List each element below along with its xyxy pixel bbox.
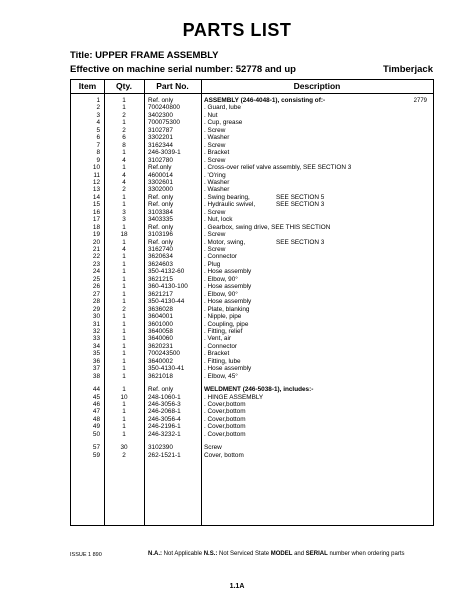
item-number: 10 <box>92 164 100 172</box>
quantity: 18 <box>120 231 128 239</box>
part-number: 248-1060-1 <box>148 393 181 401</box>
description: . HINGE ASSEMBLY <box>204 393 264 401</box>
description: . Guard, lube <box>204 104 241 112</box>
item-number: 11 <box>93 171 100 179</box>
description: . 'O'ring <box>204 171 226 179</box>
ns-abbreviation: N.S.: <box>203 551 218 557</box>
part-number: 3162740 <box>148 246 173 253</box>
part-number: 246-2196-1 <box>148 423 181 431</box>
description: . Cross-over relief valve assembly, SEE SECTION 3 <box>204 164 352 172</box>
item-number: 18 <box>92 223 100 231</box>
item-number: 22 <box>92 253 100 261</box>
quantity: 4 <box>122 178 126 186</box>
quantity: 30 <box>120 444 128 452</box>
assembly-title: Title: UPPER FRAME ASSEMBLY <box>70 50 219 61</box>
description: . Hose assembly <box>204 365 252 373</box>
description: . Elbow, 45° <box>204 372 238 380</box>
item-number: 36 <box>92 357 100 365</box>
section-reference: SEE SECTION 5 <box>276 193 325 201</box>
quantity: 1 <box>122 193 126 201</box>
description: . Fitting, relief <box>204 327 243 335</box>
effective-serial-line: Effective on machine serial number: 52778 and up <box>70 64 296 75</box>
description: . Cover,bottom <box>204 430 246 438</box>
quantity: 10 <box>120 393 128 401</box>
quantity: 1 <box>122 401 126 408</box>
quantity: 1 <box>122 104 126 112</box>
quantity: 1 <box>122 313 126 321</box>
footer-notes <box>148 551 405 557</box>
item-number: 34 <box>92 342 100 350</box>
quantity: 1 <box>122 164 126 172</box>
item-number: 8 <box>96 149 100 157</box>
description: ASSEMBLY (246-4048-1), consisting of:- <box>204 97 326 104</box>
item-number: 31 <box>92 320 100 328</box>
na-text: Not Applicable <box>162 551 204 557</box>
item-number: 35 <box>92 350 100 358</box>
part-number: 3621018 <box>148 372 173 380</box>
column-header-description: Description <box>293 81 341 91</box>
quantity: 1 <box>122 320 126 328</box>
part-number: 360-4130-100 <box>148 283 188 291</box>
item-number: 17 <box>92 216 100 224</box>
quantity: 1 <box>122 327 126 335</box>
column-header-qty: Qty. <box>116 81 132 91</box>
description: . Nipple, pipe <box>204 313 242 321</box>
part-number: 3604001 <box>148 313 173 321</box>
description: . Nut, lock <box>204 216 233 224</box>
section-reference: SEE SECTION 3 <box>276 201 325 209</box>
quantity: 4 <box>122 246 126 253</box>
part-number: 350-4130-41 <box>148 365 185 373</box>
description: Screw <box>204 444 222 452</box>
quantity: 3 <box>122 216 126 224</box>
item-number: 50 <box>92 430 100 438</box>
ordering-note: number when ordering parts <box>327 551 405 557</box>
item-number: 44 <box>92 386 100 394</box>
description: . Screw <box>204 231 226 239</box>
item-number: 13 <box>92 186 100 194</box>
part-number: 700243500 <box>148 350 180 358</box>
part-number: 3402300 <box>148 111 173 119</box>
quantity: 3 <box>122 208 126 216</box>
description: WELDMENT (246-5038-1), includes:- <box>204 386 314 394</box>
page-number: 1.1A <box>229 583 245 590</box>
part-number: 246-3056-3 <box>148 401 181 408</box>
description: . Coupling, pipe <box>204 320 249 328</box>
quantity: 1 <box>122 97 126 104</box>
quantity: 1 <box>122 350 126 358</box>
quantity: 1 <box>122 201 126 209</box>
description: . Bracket <box>204 350 230 358</box>
item-number: 19 <box>92 231 100 239</box>
description: . Washer <box>204 186 230 194</box>
description: . Plug <box>204 260 221 268</box>
quantity: 1 <box>122 335 126 343</box>
description: . Gearbox, swing drive, SEE THIS SECTION <box>204 223 331 231</box>
quantity: 2 <box>122 186 126 194</box>
quantity: 1 <box>122 260 126 268</box>
part-number: 4600014 <box>148 171 173 179</box>
item-number: 16 <box>92 208 100 216</box>
parts-table <box>70 79 434 526</box>
page-title: PARTS LIST <box>182 20 292 40</box>
model-word: MODEL <box>270 551 293 557</box>
item-number: 59 <box>92 451 100 459</box>
item-number: 32 <box>92 327 100 335</box>
quantity: 2 <box>122 126 126 134</box>
part-number: 3102787 <box>148 126 173 134</box>
description: . Connector <box>204 253 238 261</box>
part-number: 3640058 <box>148 327 173 335</box>
item-number: 57 <box>92 444 100 452</box>
item-number: 23 <box>92 260 100 268</box>
part-number: 246-3056-4 <box>148 415 181 423</box>
quantity: 4 <box>122 171 126 179</box>
item-number: 21 <box>92 246 100 253</box>
description: . Cover,bottom <box>204 401 246 408</box>
quantity: 1 <box>122 430 126 438</box>
part-number: Ref. only <box>148 238 174 246</box>
item-number: 25 <box>92 275 100 283</box>
table-row <box>71 373 433 381</box>
description: . Washer <box>204 134 230 142</box>
part-number: 3601000 <box>148 320 173 328</box>
item-number: 37 <box>92 365 100 373</box>
table-header <box>71 80 433 94</box>
description: . Screw <box>204 156 226 164</box>
item-number: 20 <box>92 238 100 246</box>
item-number: 30 <box>92 313 100 321</box>
part-number: Ref. only <box>148 223 174 231</box>
quantity: 1 <box>122 290 126 298</box>
part-number: 700240800 <box>148 104 180 112</box>
quantity: 1 <box>122 253 126 261</box>
description: . Connector <box>204 342 238 350</box>
part-number: Ref. only <box>148 201 174 209</box>
description: . Washer <box>204 178 230 186</box>
description: . Swing bearing, <box>204 193 250 201</box>
quantity: 1 <box>122 342 126 350</box>
quantity: 6 <box>122 134 126 142</box>
quantity: 1 <box>122 386 126 394</box>
part-number: 350-4132-60 <box>148 268 185 276</box>
item-number: 6 <box>96 134 100 142</box>
part-number: Ref. only <box>148 386 174 394</box>
part-number: 3621217 <box>148 290 173 298</box>
quantity: 1 <box>122 298 126 306</box>
part-number: 350-4130-44 <box>148 298 185 306</box>
description: . Cover,bottom <box>204 415 246 423</box>
quantity: 1 <box>122 357 126 365</box>
description: . Hose assembly <box>204 283 252 291</box>
description: . Cup, grease <box>204 119 243 127</box>
description: . Hydraulic swivel, <box>204 201 256 209</box>
quantity: 1 <box>122 275 126 283</box>
part-number: 246-2068-1 <box>148 408 181 416</box>
item-number: 49 <box>92 423 100 431</box>
item-number: 14 <box>92 193 100 201</box>
description: . Screw <box>204 246 226 253</box>
document-number: 2779 <box>413 98 427 104</box>
part-number: Ref. only <box>148 97 174 104</box>
description: . Nut <box>204 111 218 119</box>
issue-label: ISSUE 1 890 <box>70 552 102 558</box>
item-number: 5 <box>96 126 100 134</box>
item-number: 29 <box>92 305 100 313</box>
item-number: 28 <box>92 298 100 306</box>
quantity: 1 <box>122 372 126 380</box>
item-number: 24 <box>92 268 100 276</box>
part-number: 246-3232-1 <box>148 430 181 438</box>
quantity: 1 <box>122 119 126 127</box>
part-number: Ref.only <box>148 164 172 172</box>
quantity: 1 <box>122 415 126 423</box>
quantity: 1 <box>122 408 126 416</box>
part-number: 3302000 <box>148 186 173 194</box>
quantity: 2 <box>122 111 126 119</box>
part-number: 3403335 <box>148 216 173 224</box>
part-number: 700075300 <box>148 119 180 127</box>
part-number: 3620634 <box>148 253 173 261</box>
part-number: Ref. only <box>148 193 174 201</box>
column-header-part-no: Part No. <box>156 81 189 91</box>
item-number: 9 <box>96 156 100 164</box>
item-number: 33 <box>92 335 100 343</box>
brand-name: Timberjack <box>383 64 433 75</box>
part-number: 3102780 <box>148 156 173 164</box>
description: . Screw <box>204 141 226 149</box>
description: . Cover,bottom <box>204 423 246 431</box>
quantity: 1 <box>122 423 126 431</box>
item-number: 2 <box>96 104 100 112</box>
item-number: 38 <box>92 372 100 380</box>
item-number: 48 <box>92 415 100 423</box>
description: . Fitting, lube <box>204 357 241 365</box>
table-row <box>71 431 433 439</box>
part-number: 3621215 <box>148 275 173 283</box>
quantity: 1 <box>122 268 126 276</box>
part-number: 3103384 <box>148 208 173 216</box>
quantity: 1 <box>122 238 126 246</box>
part-number: 3624603 <box>148 260 173 268</box>
item-number: 45 <box>92 393 100 401</box>
description: . Plate, blanking <box>204 305 250 313</box>
part-number: 3162344 <box>148 141 173 149</box>
description: . Cover,bottom <box>204 408 246 416</box>
description: . Elbow, 90° <box>204 275 238 283</box>
item-number: 12 <box>92 178 100 186</box>
quantity: 1 <box>122 149 126 157</box>
quantity: 1 <box>122 223 126 231</box>
item-number: 3 <box>96 111 100 119</box>
item-number: 15 <box>92 201 100 209</box>
part-number: 3103196 <box>148 231 173 239</box>
description: . Bracket <box>204 149 230 157</box>
description: . Vent, air <box>204 335 231 343</box>
quantity: 8 <box>122 141 126 149</box>
description: . Motor, swing, <box>204 238 246 246</box>
description: Cover, bottom <box>204 451 244 459</box>
description: . Screw <box>204 208 226 216</box>
quantity: 2 <box>122 451 126 459</box>
item-number: 47 <box>92 408 100 416</box>
part-number: 3620231 <box>148 342 173 350</box>
part-number: 3302201 <box>148 134 173 142</box>
item-number: 7 <box>96 141 100 149</box>
description: . Hose assembly <box>204 298 252 306</box>
part-number: 3640060 <box>148 335 173 343</box>
item-number: 27 <box>92 290 100 298</box>
quantity: 1 <box>122 365 126 373</box>
part-number: 3102390 <box>148 444 173 452</box>
description: . Hose assembly <box>204 268 252 276</box>
table-row <box>71 452 433 460</box>
na-abbreviation: N.A.: <box>148 551 162 557</box>
and-text: and <box>292 551 306 557</box>
item-number: 4 <box>96 119 100 127</box>
part-number: 262-1521-1 <box>148 451 181 459</box>
description: . Screw <box>204 126 226 134</box>
item-number: 46 <box>92 401 100 408</box>
part-number: 3640002 <box>148 357 173 365</box>
item-number: 26 <box>92 283 100 291</box>
quantity: 1 <box>122 283 126 291</box>
column-header-item: Item <box>78 81 97 91</box>
quantity: 2 <box>122 305 126 313</box>
description: . Elbow, 90° <box>204 290 238 298</box>
ns-text: Not Serviced State <box>217 551 271 557</box>
part-number: 246-3039-1 <box>148 149 181 157</box>
quantity: 4 <box>122 156 126 164</box>
section-reference: SEE SECTION 3 <box>276 238 325 246</box>
item-number: 1 <box>96 97 100 104</box>
part-number: 3302601 <box>148 178 173 186</box>
part-number: 3636028 <box>148 305 173 313</box>
serial-word: SERIAL <box>305 551 328 557</box>
